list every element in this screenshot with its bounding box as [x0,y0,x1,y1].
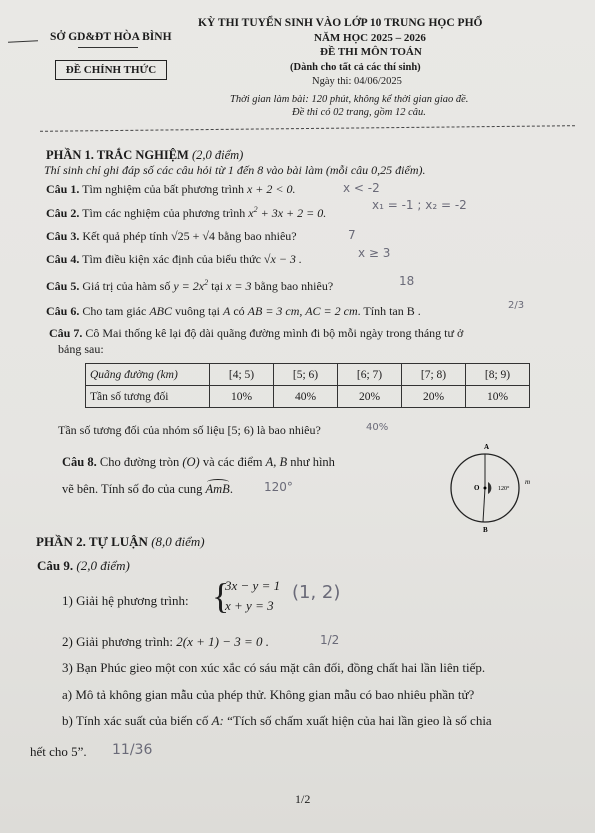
answer-item2: 1/2 [320,633,340,647]
item-1-text: 1) Giải hệ phương trình: [62,593,189,608]
answer-q5: 18 [399,274,415,288]
question-4: Câu 4. Tìm điều kiện xác định của biểu thức √x − 3 . [46,252,302,266]
question-2: Câu 2. Tìm các nghiệm của phương trình $x^2 + 3x + 2 = 0$. [46,205,327,220]
answer-q2: x₁ = -1 ; x₂ = -2 [372,198,467,212]
center-point [484,487,487,490]
item-3a: a) Mô tả không gian mẫu của phép thử. Không gian mẫu có bao nhiêu phần tử? [62,687,475,702]
answer-item3b: 11/36 [112,742,153,758]
angle-marker [488,482,491,494]
question-7-ask: Tần số tương đối của nhóm số liệu [5; 6) là bao nhiêu? [58,423,321,437]
table-cell: Tần số tương đối [86,386,210,408]
answer-q6: 2/3 [508,300,525,311]
answer-q3: 7 [348,228,356,242]
question-1: Câu 1. Tìm nghiệm của bất phương trình x + 2 < 0. [46,182,296,196]
angle-label: 120° [498,486,510,492]
item-3b: b) Tính xác suất của biến cố A: “Tích số chấm xuất hiện của hai lần gieo là số chia [62,713,492,728]
table-cell: 10% [466,386,530,408]
question-6: Câu 6. Cho tam giác ABC vuông tại A có AB = 3 cm, AC = 2 cm. Tính tan B . [46,304,421,318]
system-eq1: 3x − y = 1 [225,578,281,593]
exam-duration: Thời gian làm bài: 120 phút, không kể thời gian giao đề. [230,94,469,105]
answer-item1: (1, 2) [292,582,341,603]
system-eq2: x + y = 3 [225,598,274,613]
question-5: Câu 5. Giá trị của hàm số $y = 2x^2$ tại x = 3 bằng bao nhiêu? [46,278,334,293]
answer-q7: 40% [366,422,389,433]
item-3: 3) Bạn Phúc gieo một con xúc xắc có sáu mặt cân đối, đồng chất hai lần liên tiếp. [62,660,486,675]
item-3b-continued: hết cho 5”. [30,744,87,759]
question-3: Câu 3. Kết quả phép tính √25 + √4 bằng bao nhiêu? [46,229,297,243]
part2-heading: PHẦN 2. TỰ LUẬN (8,0 điểm) [36,534,205,549]
table-cell: 20% [338,386,402,408]
label-b: B [483,526,488,534]
radius-ob [483,488,485,522]
circle-figure [443,436,535,534]
table-cell: 40% [274,386,338,408]
table-row [86,386,530,408]
table-row [86,364,530,386]
question-8-continued: vẽ bên. Tính số đo của cung AmB. [62,482,233,496]
answer-q1: x < -2 [343,181,380,195]
official-badge: ĐỀ CHÍNH THỨC [55,60,167,80]
question-8: Câu 8. Cho đường tròn (O) và các điểm A, B như hình [62,455,335,469]
question-7-continued: bảng sau: [58,342,104,356]
label-a: A [484,443,490,451]
department-name: SỞ GD&ĐT HÒA BÌNH [50,31,172,43]
table-cell: [8; 9) [466,364,530,386]
item-2: 2) Giải phương trình: 2(x + 1) − 3 = 0 . [62,634,270,649]
header-margin-mark [8,40,38,43]
part1-heading: PHẦN 1. TRẮC NGHIỆM (2,0 điểm) [46,148,244,162]
exam-title: KỲ THI TUYỂN SINH VÀO LỚP 10 TRUNG HỌC PHỔ [198,17,483,29]
table-cell: 20% [402,386,466,408]
question-7: Câu 7. Cô Mai thống kê lại độ dài quãng đường mình đi bộ mỗi ngày trong tháng tư ở [49,326,464,340]
table-cell: [6; 7) [338,364,402,386]
part1-instruction: Thí sinh chỉ ghi đáp số các câu hỏi từ 1 đến 8 vào bài làm (mỗi câu 0,25 điểm). [44,163,426,177]
label-o: O [474,484,480,492]
table-cell: [5; 6) [274,364,338,386]
frequency-table [85,363,530,408]
page-number: 1/2 [295,792,311,806]
department-underline [78,47,138,48]
label-m: m [525,478,531,486]
table-cell: Quãng đường (km) [86,364,210,386]
header-divider [40,125,575,132]
exam-subject: ĐỀ THI MÔN TOÁN [320,46,422,58]
table-cell: 10% [210,386,274,408]
exam-audience: (Dành cho tất cả các thí sinh) [290,62,421,73]
answer-q4: x ≥ 3 [358,246,391,260]
school-year: NĂM HỌC 2025 – 2026 [314,32,426,44]
answer-q8: 120° [264,480,293,494]
system-brace: { [212,576,230,616]
table-cell: [4; 5) [210,364,274,386]
exam-date: Ngày thi: 04/06/2025 [312,76,402,87]
table-cell: [7; 8) [402,364,466,386]
exam-pages-info: Đề thi có 02 trang, gồm 12 câu. [292,107,426,118]
question-9: Câu 9. (2,0 điểm) [37,558,130,573]
